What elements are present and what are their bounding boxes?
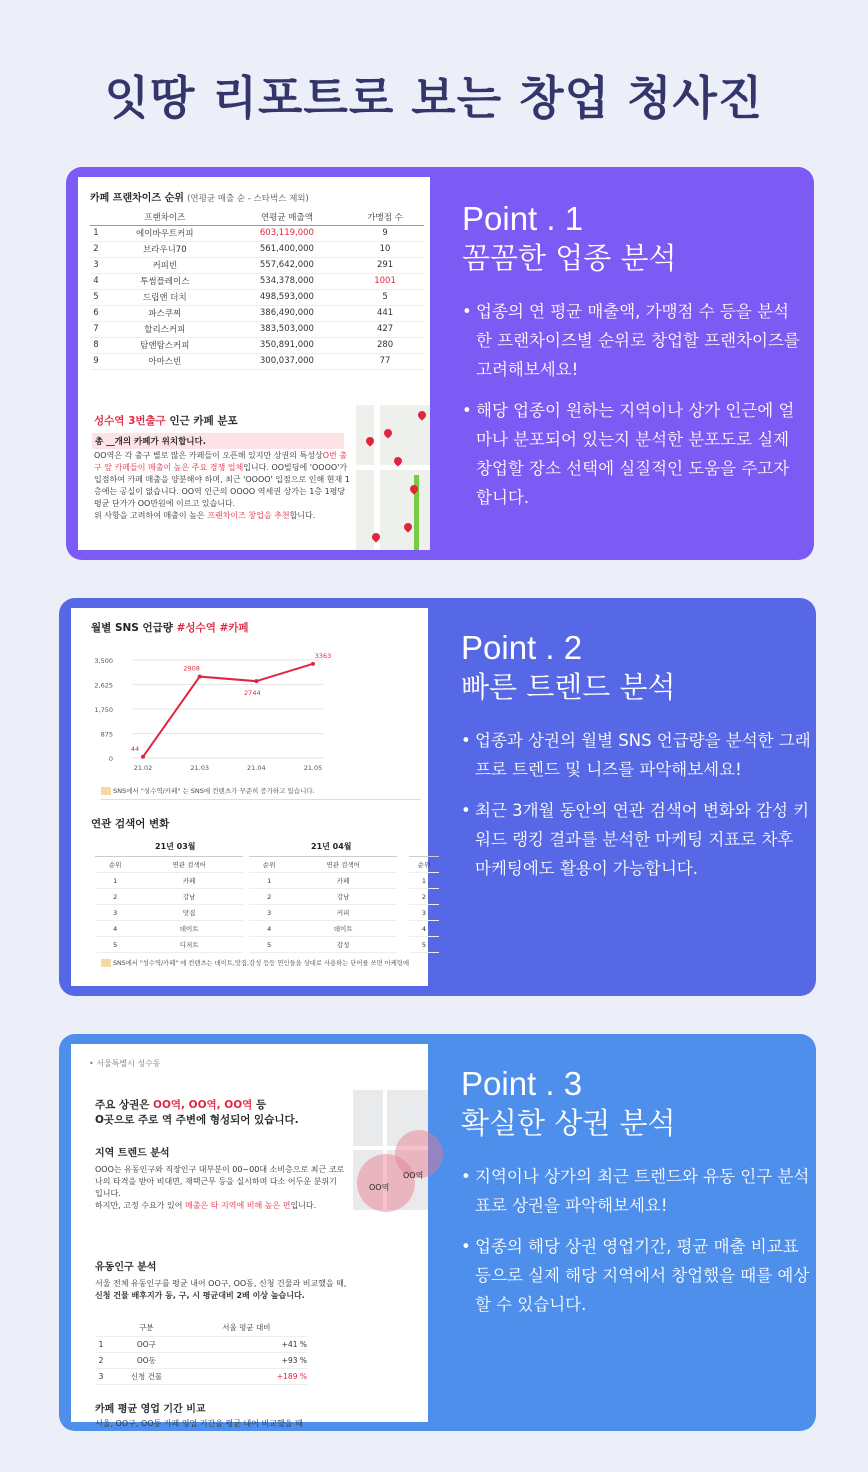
point-heading: 빠른 트렌드 분석 [461, 670, 676, 704]
point-1-text [462, 201, 802, 524]
table-cell: 386,490,000 [228, 305, 346, 321]
sns-line-chart [87, 646, 347, 776]
table-cell: 350,891,000 [228, 337, 346, 353]
area-report-preview [71, 1044, 428, 1428]
table-cell: 1 [249, 873, 289, 889]
bullet: • 지역이나 상가의 최근 트렌드와 유동 인구 분석표로 상권을 파악해보세요! [461, 1162, 811, 1220]
bullet: • 해당 업종이 원하는 지역이나 상가 인근에 얼마나 분포되어 있는지 분석한 분포도로 실제 창업할 장소 선택에 실질적인 도움을 주고자 합니다. [462, 396, 802, 512]
table-row [95, 873, 243, 889]
table-cell: OO구 [107, 1336, 186, 1352]
map-label: OO역 [369, 1183, 390, 1192]
table-cell: 5 [249, 937, 289, 953]
table-cell: 2 [95, 889, 135, 905]
bullet: • 최근 3개월 동안의 연관 검색어 변화와 감성 키워드 랭킹 결과를 분석한 마케팅 지표로 차후 마케팅에도 활용이 가능합니다. [461, 796, 811, 883]
table-cell: 1 [90, 225, 102, 241]
table-cell: 신청 건물 [107, 1368, 186, 1384]
point-label: Point . 2 [461, 629, 583, 666]
table-row [95, 921, 243, 937]
table-cell: 5 [90, 289, 102, 305]
note-icon [101, 959, 111, 967]
point-heading: 확실한 상권 분석 [461, 1106, 676, 1140]
table-cell: 5 [409, 937, 439, 953]
period-title: 카페 평균 영업 기간 비교 [95, 1404, 206, 1415]
map-pin-icon [402, 521, 413, 532]
map-pin-icon [382, 427, 393, 438]
sns-report-preview [71, 608, 431, 986]
sns-note: SNS에서 "성수역/카페" 는 SNS에 컨텐츠가 꾸준히 증가하고 있습니다. [101, 786, 421, 800]
period-text: 서울, OO구, OO동 카페 영업 기간을 평균 내어 비교했을 때 [95, 1419, 303, 1428]
table-row [90, 257, 424, 273]
data-label: 2744 [244, 689, 261, 698]
table-row [90, 337, 424, 353]
table-cell: 2 [90, 241, 102, 257]
y-tick-label: 2,625 [94, 681, 113, 690]
table-cell: 3 [249, 905, 289, 921]
table-cell: 감성 [289, 937, 397, 953]
distribution-text: OO역은 각 출구 별로 많은 카페들이 오픈해 있지만 상권의 특성상O번 출구 앞 카페들이 매출이 높은 주요 경쟁 업체입니다. OO빌딩에 'OOOO'가 입점하여 카페 매출을 양분해야 하며, 최근 'OOOO' 입점으로 인해 현재 1층에는 공실이 없습니다. OO역 인근의 OOOO 역세권 상가는 1층 1평당 평균 단가가 OO만원에 이르고 있습니다. 위 사항을 고려하여 매출이 높은 프랜차이즈 창업을 추천합니다. [94, 451, 350, 520]
keyword-title: 연관 검색어 변화 [91, 818, 170, 830]
point-card-3 [59, 1034, 816, 1431]
table-cell: 브라우니70 [102, 241, 228, 257]
keyword-table-2: 순위 연관 검색어 1 카페 2 강남 3 커피 4 데이트 5 감성 [249, 856, 397, 953]
table-cell: 557,642,000 [228, 257, 346, 273]
table-row [90, 353, 424, 369]
distribution-title: 성수역 3번출구 인근 카페 분포 [94, 415, 238, 427]
table-row [249, 905, 397, 921]
table-cell: 3 [95, 1368, 107, 1384]
x-tick-label: 21.03 [190, 764, 209, 772]
table-cell: 7 [90, 321, 102, 337]
x-tick-label: 21.04 [247, 764, 266, 772]
table-row [90, 273, 424, 289]
trend-text: OOO는 유동인구와 직장인구 대부분이 00~00대 소비층으로 최근 코로나의 타격을 받아 비대면, 재택근무 등을 실시하며 다소 어두운 분위기 입니다. 하지만, 고정 수요가 있어 매출은 타 지역에 비해 높은 편입니다. [95, 1165, 345, 1210]
table-row [249, 937, 397, 953]
table-cell: 아마스빈 [102, 353, 228, 369]
point-card-2 [59, 598, 816, 996]
table-cell: 6 [90, 305, 102, 321]
population-title: 유동인구 분석 [95, 1262, 157, 1273]
point-heading: 꼼꼼한 업종 분석 [462, 241, 677, 275]
franchise-rank-table [90, 209, 424, 370]
table-cell: 427 [346, 321, 424, 337]
table-cell: 3 [95, 905, 135, 921]
table-cell: 2 [249, 889, 289, 905]
table-cell: 커피 [289, 905, 397, 921]
y-tick-label: 3,500 [94, 657, 113, 665]
population-table: 구분 서울 평균 대비 1 OO구 +41 % 2 OO동 +93 % 3 신청 건물 +189 % [95, 1320, 307, 1385]
table-cell: 534,378,000 [228, 273, 346, 289]
keyword-table-1: 순위 연관 검색어 1 카페 2 강남 3 맛집 4 데이트 5 디저트 [95, 856, 243, 953]
table-row [95, 889, 243, 905]
table-cell: 3 [90, 257, 102, 273]
table-row [90, 289, 424, 305]
table-cell: 투썸플레이스 [102, 273, 228, 289]
table-cell: 77 [346, 353, 424, 369]
table-cell: 탐앤탐스커피 [102, 337, 228, 353]
table-cell: 강남 [289, 889, 397, 905]
table-cell: 맛집 [135, 905, 243, 921]
table-row [409, 889, 439, 905]
table-cell: 파스쿠찌 [102, 305, 228, 321]
cafe-distribution-map [356, 405, 430, 550]
table-cell: 291 [346, 257, 424, 273]
table-cell: 3 [409, 905, 439, 921]
table-row [249, 921, 397, 937]
table-cell: 4 [249, 921, 289, 937]
table-cell: 561,400,000 [228, 241, 346, 257]
table-cell: 8 [90, 337, 102, 353]
table-cell: 커피빈 [102, 257, 228, 273]
data-label: 44 [130, 744, 140, 753]
data-label: 2908 [183, 664, 200, 673]
area-map [353, 1090, 428, 1210]
y-tick-label: 1,750 [94, 706, 113, 714]
data-label: 3363 [314, 651, 332, 660]
table-row [95, 1352, 307, 1368]
table-cell: 1 [95, 873, 135, 889]
table-cell: +189 % [186, 1368, 307, 1384]
distribution-count: 총 __개의 카페가 위치합니다. [92, 433, 344, 449]
month-1: 21년 03월 [155, 842, 196, 851]
table-row [409, 937, 439, 953]
bullet: • 업종의 해당 상권 영업기간, 평균 매출 비교표 등으로 실제 해당 지역에서 창업했을 때를 예상할 수 있습니다. [461, 1232, 811, 1319]
population-text: 서울 전체 유동인구를 평균 내어 OO구, OO동, 신청 건물과 비교했을 때, 신청 건물 배후지가 동, 구, 시 평균대비 2배 이상 높습니다. [95, 1279, 347, 1300]
table-cell: 에이바우트커피 [102, 225, 228, 241]
table-cell: 카페 [289, 873, 397, 889]
location-label: • 서울특별시 성수동 [89, 1059, 161, 1068]
table-cell: 4 [409, 921, 439, 937]
table-cell: 2 [95, 1352, 107, 1368]
table-cell: 5 [346, 289, 424, 305]
table-row [249, 873, 397, 889]
point-card-1 [66, 167, 814, 560]
table-cell: 2 [409, 889, 439, 905]
table-cell: 강남 [135, 889, 243, 905]
table-cell: 10 [346, 241, 424, 257]
table-cell: 4 [95, 921, 135, 937]
bullet: • 업종과 상권의 월별 SNS 언급량을 분석한 그래프로 트렌드 및 니즈를 파악해보세요! [461, 726, 811, 784]
table-cell: 데이트 [289, 921, 397, 937]
table-cell: 441 [346, 305, 424, 321]
table-cell: 디저트 [135, 937, 243, 953]
table-cell: 498,593,000 [228, 289, 346, 305]
table-cell: 드립앤 더치 [102, 289, 228, 305]
x-tick-label: 21.05 [303, 764, 323, 772]
data-point [141, 755, 145, 759]
map-label: OO역 [403, 1171, 424, 1180]
table-cell: 1001 [346, 273, 424, 289]
map-pin-icon [416, 409, 427, 420]
point-2-text [461, 630, 811, 895]
trend-title: 지역 트렌드 분석 [95, 1148, 170, 1159]
y-tick-label: 0 [108, 755, 113, 763]
table-row [409, 905, 439, 921]
franchise-table-title: 카페 프랜차이즈 순위 (연평균 매출 순 - 스타벅스 제외) [90, 193, 309, 204]
keyword-table-3: 순위 1 2 3 4 5 [409, 856, 439, 953]
data-point [254, 679, 258, 683]
table-cell: OO동 [107, 1352, 186, 1368]
month-2: 21년 04월 [311, 842, 352, 851]
y-tick-label: 875 [100, 730, 113, 739]
table-row [95, 1368, 307, 1384]
table-header: 프랜차이즈 [102, 209, 228, 225]
page-title: 잇땅 리포트로 보는 창업 청사진 [104, 71, 764, 125]
table-cell: 카페 [135, 873, 243, 889]
table-cell: 9 [90, 353, 102, 369]
table-cell: 9 [346, 225, 424, 241]
table-header: 가맹점 수 [346, 209, 424, 225]
table-row [95, 937, 243, 953]
table-cell: +41 % [186, 1336, 307, 1352]
table-row [90, 225, 424, 241]
data-point [198, 675, 202, 679]
x-tick-label: 21.02 [133, 764, 153, 772]
table-row [90, 241, 424, 257]
table-row [249, 889, 397, 905]
table-cell: 할리스커피 [102, 321, 228, 337]
sns-chart-title: 월별 SNS 언급량 #성수역 #카페 [91, 622, 249, 634]
bullet: • 업종의 연 평균 매출액, 가맹점 수 등을 분석한 프랜차이즈별 순위로 창업할 프랜차이즈를 고려해보세요! [462, 297, 802, 384]
table-cell: 1 [95, 1336, 107, 1352]
table-row [409, 873, 439, 889]
table-header: 연평균 매출액 [228, 209, 346, 225]
table-header [90, 209, 102, 225]
table-cell: 603,119,000 [228, 225, 346, 241]
table-cell: 5 [95, 937, 135, 953]
table-row [95, 905, 243, 921]
table-row [95, 1336, 307, 1352]
point-label: Point . 3 [461, 1065, 583, 1102]
series-line [143, 664, 313, 757]
table-cell: 280 [346, 337, 424, 353]
point-label: Point . 1 [462, 200, 584, 237]
table-cell: 383,503,000 [228, 321, 346, 337]
point-3-text [461, 1066, 811, 1331]
franchise-report-preview [78, 177, 430, 550]
keyword-note: SNS에서 "성수역/카페" 에 컨텐츠는 데이트,맛집,감성 등등 연인들을 상대로 사용하는 단어를 쓰면 마케팅에 [101, 958, 428, 967]
table-row [409, 921, 439, 937]
table-cell: 1 [409, 873, 439, 889]
area-heading: 주요 상권은 OO역, OO역, OO역 등 O곳으로 주로 역 주변에 형성되어 있습니다. [95, 1099, 299, 1126]
table-cell: 데이트 [135, 921, 243, 937]
note-icon [101, 787, 111, 795]
table-cell: +93 % [186, 1352, 307, 1368]
table-row [90, 321, 424, 337]
data-point [311, 662, 315, 666]
table-cell: 300,037,000 [228, 353, 346, 369]
table-row [90, 305, 424, 321]
table-cell: 4 [90, 273, 102, 289]
